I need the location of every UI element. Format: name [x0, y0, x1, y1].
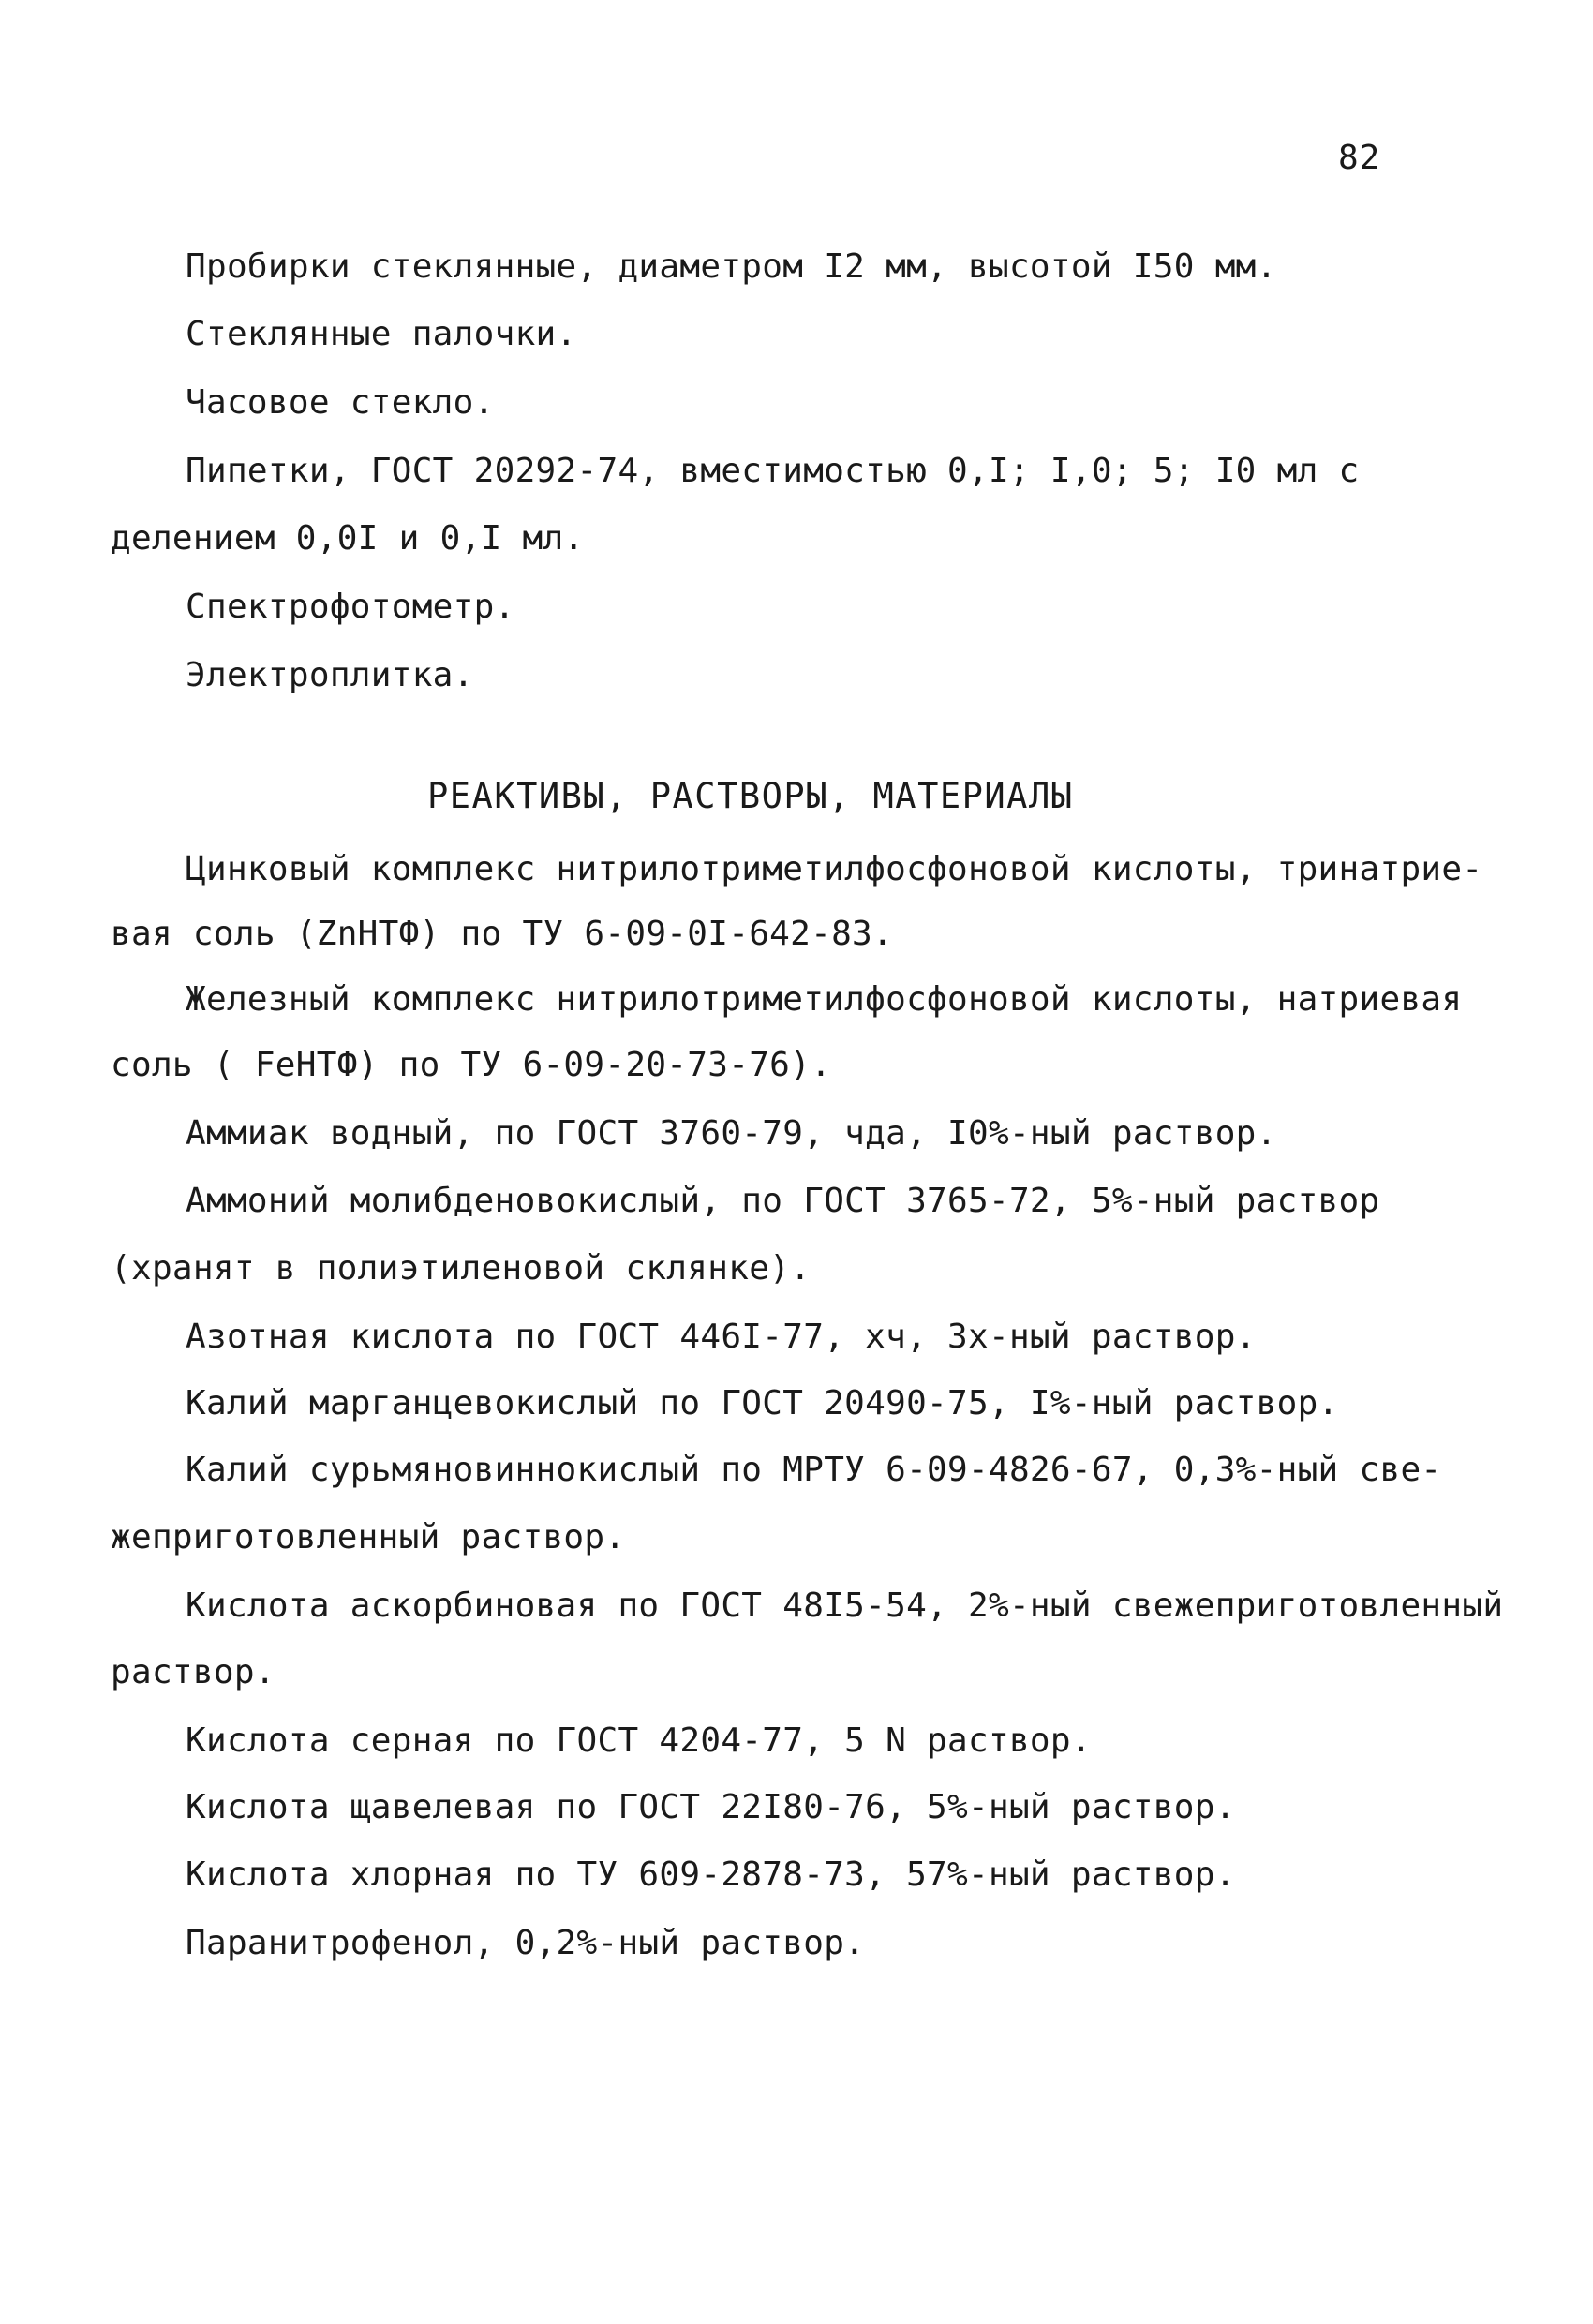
equipment-line: Пипетки, ГОСТ 20292-74, вместимостью 0,I; I,0; 5; I0 мл с — [186, 452, 1360, 490]
equipment-line: делением 0,0I и 0,I мл. — [111, 519, 585, 558]
reagent-line: Кислота серная по ГОСТ 4204-77, 5 N раствор. — [186, 1721, 1092, 1760]
reagent-line: Калий марганцевокислый по ГОСТ 20490-75, I%-ный раствор. — [186, 1384, 1339, 1423]
reagent-line: Аммоний молибденовокислый, по ГОСТ 3765-72, 5%-ный раствор — [186, 1182, 1380, 1220]
reagent-line: раствор. — [111, 1653, 275, 1691]
reagent-line: Аммиак водный, по ГОСТ 3760-79, чда, I0%-ный раствор. — [186, 1114, 1277, 1153]
reagent-line: Кислота аскорбиновая по ГОСТ 48I5-54, 2%-ный свежеприготовленный — [186, 1587, 1504, 1625]
section-heading: РЕАКТИВЫ, РАСТВОРЫ, МАТЕРИАЛЫ — [427, 776, 1074, 816]
reagent-line: Цинковый комплекс нитрилотриметилфосфоновой кислоты, тринатрие- — [186, 850, 1483, 888]
reagent-line: вая соль (ZnНТФ) по ТУ 6-09-0I-642-83. — [111, 915, 894, 953]
equipment-line: Стеклянные палочки. — [186, 315, 577, 353]
page-number: 82 — [1338, 139, 1381, 177]
reagent-line: Паранитрофенол, 0,2%-ный раствор. — [186, 1924, 866, 1962]
reagent-line: (хранят в полиэтиленовой склянке). — [111, 1249, 811, 1288]
reagent-line: соль ( FeНТФ) по ТУ 6-09-20-73-76). — [111, 1046, 832, 1084]
reagent-line: Азотная кислота по ГОСТ 446I-77, хч, 3х-ный раствор. — [186, 1318, 1257, 1356]
reagent-line: Кислота хлорная по ТУ 609-2878-73, 57%-ный раствор. — [186, 1855, 1236, 1894]
equipment-line: Часовое стекло. — [186, 383, 495, 422]
reagent-line: Железный комплекс нитрилотриметилфосфоновой кислоты, натриевая — [186, 980, 1463, 1019]
reagent-line: Калий сурьмяновиннокислый по МРТУ 6-09-4826-67, 0,3%-ный све- — [186, 1451, 1442, 1489]
equipment-line: Электроплитка. — [186, 656, 474, 694]
reagent-line: Кислота щавелевая по ГОСТ 22I80-76, 5%-ный раствор. — [186, 1788, 1236, 1826]
reagent-line: жеприготовленный раствор. — [111, 1518, 626, 1557]
equipment-line: Спектрофотометр. — [186, 588, 515, 626]
equipment-line: Пробирки стеклянные, диаметром I2 мм, высотой I50 мм. — [186, 247, 1277, 286]
